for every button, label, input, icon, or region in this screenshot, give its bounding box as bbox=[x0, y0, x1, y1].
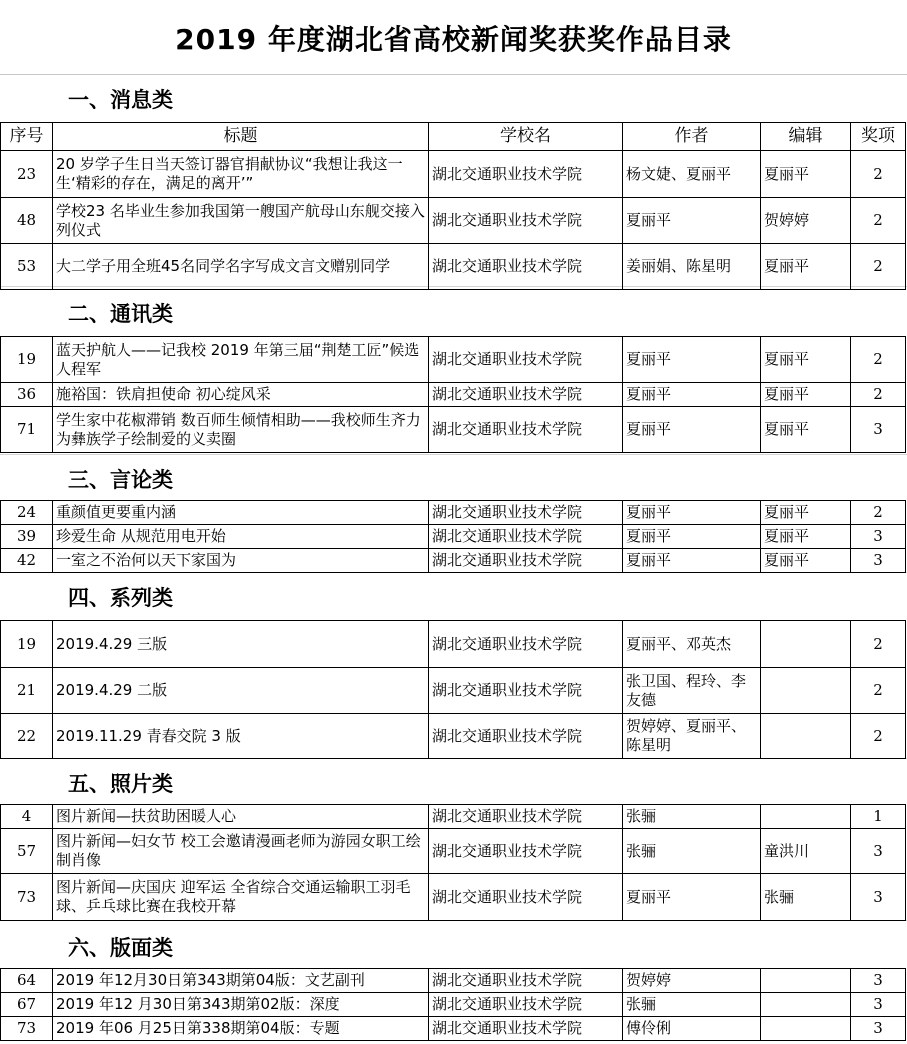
column-header: 序号 bbox=[1, 123, 53, 151]
section-title: 三、言论类 bbox=[68, 468, 173, 492]
award-cell: 2 bbox=[851, 198, 906, 244]
title-cell: 2019.4.29 三版 bbox=[53, 621, 429, 668]
editor-cell: 张骊 bbox=[761, 874, 851, 921]
row-number: 39 bbox=[1, 525, 53, 549]
editor-cell bbox=[761, 668, 851, 714]
column-header: 标题 bbox=[53, 123, 429, 151]
award-table bbox=[0, 122, 906, 290]
table-row bbox=[1, 969, 906, 993]
author-cell: 张卫国、程玲、李友德 bbox=[623, 668, 761, 714]
author-cell: 夏丽平 bbox=[623, 198, 761, 244]
award-cell: 1 bbox=[851, 805, 906, 829]
author-cell: 夏丽平 bbox=[623, 501, 761, 525]
column-header: 学校名 bbox=[429, 123, 623, 151]
title-cell: 2019 年12 月30日第343期第02版：深度 bbox=[53, 993, 429, 1017]
row-number: 19 bbox=[1, 337, 53, 383]
school-cell: 湖北交通职业技术学院 bbox=[429, 829, 623, 874]
title-cell: 蓝天护航人——记我校 2019 年第三届“荆楚工匠”候选人程军 bbox=[53, 337, 429, 383]
award-cell: 3 bbox=[851, 874, 906, 921]
award-cell: 2 bbox=[851, 383, 906, 407]
award-cell: 2 bbox=[851, 151, 906, 198]
row-number: 23 bbox=[1, 151, 53, 198]
award-cell: 3 bbox=[851, 525, 906, 549]
author-cell: 夏丽平 bbox=[623, 874, 761, 921]
editor-cell bbox=[761, 969, 851, 993]
school-cell: 湖北交通职业技术学院 bbox=[429, 501, 623, 525]
table-row bbox=[1, 805, 906, 829]
editor-cell bbox=[761, 805, 851, 829]
section-title: 二、通讯类 bbox=[68, 302, 173, 326]
editor-cell bbox=[761, 993, 851, 1017]
table-row bbox=[1, 244, 906, 290]
award-table bbox=[0, 620, 906, 759]
row-number: 73 bbox=[1, 1017, 53, 1041]
table-row bbox=[1, 549, 906, 573]
author-cell: 夏丽平 bbox=[623, 525, 761, 549]
row-number: 19 bbox=[1, 621, 53, 668]
editor-cell: 夏丽平 bbox=[761, 501, 851, 525]
editor-cell: 贺婷婷 bbox=[761, 198, 851, 244]
section-gridline bbox=[0, 454, 907, 455]
row-number: 24 bbox=[1, 501, 53, 525]
table-row bbox=[1, 668, 906, 714]
title-cell: 学校23 名毕业生参加我国第一艘国产航母山东舰交接入列仪式 bbox=[53, 198, 429, 244]
title-cell: 学生家中花椒滞销 数百师生倾情相助——我校师生齐力为彝族学子绘制爱的义卖圈 bbox=[53, 407, 429, 453]
author-cell: 贺婷婷、夏丽平、陈星明 bbox=[623, 714, 761, 759]
table-row bbox=[1, 829, 906, 874]
column-header: 奖项 bbox=[851, 123, 906, 151]
editor-cell bbox=[761, 621, 851, 668]
table-row bbox=[1, 151, 906, 198]
title-cell: 一室之不治何以天下家国为 bbox=[53, 549, 429, 573]
author-cell: 张骊 bbox=[623, 829, 761, 874]
editor-cell: 夏丽平 bbox=[761, 525, 851, 549]
row-number: 42 bbox=[1, 549, 53, 573]
school-cell: 湖北交通职业技术学院 bbox=[429, 805, 623, 829]
title-cell: 图片新闻—妇女节 校工会邀请漫画老师为游园女职工绘制肖像 bbox=[53, 829, 429, 874]
table-row bbox=[1, 525, 906, 549]
award-cell: 2 bbox=[851, 337, 906, 383]
row-number: 71 bbox=[1, 407, 53, 453]
title-cell: 施裕国：铁肩担使命 初心绽风采 bbox=[53, 383, 429, 407]
editor-cell bbox=[761, 1017, 851, 1041]
title-cell: 珍爱生命 从规范用电开始 bbox=[53, 525, 429, 549]
table-row bbox=[1, 993, 906, 1017]
table-row bbox=[1, 337, 906, 383]
row-number: 67 bbox=[1, 993, 53, 1017]
editor-cell: 夏丽平 bbox=[761, 407, 851, 453]
editor-cell: 夏丽平 bbox=[761, 549, 851, 573]
editor-cell bbox=[761, 714, 851, 759]
award-cell: 3 bbox=[851, 407, 906, 453]
award-cell: 2 bbox=[851, 501, 906, 525]
row-number: 21 bbox=[1, 668, 53, 714]
author-cell: 张骊 bbox=[623, 993, 761, 1017]
school-cell: 湖北交通职业技术学院 bbox=[429, 621, 623, 668]
title-cell: 大二学子用全班45名同学名字写成文言文赠别同学 bbox=[53, 244, 429, 290]
table-row bbox=[1, 714, 906, 759]
author-cell: 杨文婕、夏丽平 bbox=[623, 151, 761, 198]
section-title: 一、消息类 bbox=[68, 88, 173, 112]
title-cell: 重颜值更要重内涵 bbox=[53, 501, 429, 525]
title-cell: 2019.4.29 二版 bbox=[53, 668, 429, 714]
school-cell: 湖北交通职业技术学院 bbox=[429, 993, 623, 1017]
author-cell: 贺婷婷 bbox=[623, 969, 761, 993]
author-cell: 夏丽平 bbox=[623, 549, 761, 573]
award-cell: 3 bbox=[851, 969, 906, 993]
award-cell: 3 bbox=[851, 829, 906, 874]
row-number: 48 bbox=[1, 198, 53, 244]
author-cell: 夏丽平 bbox=[623, 337, 761, 383]
school-cell: 湖北交通职业技术学院 bbox=[429, 1017, 623, 1041]
school-cell: 湖北交通职业技术学院 bbox=[429, 244, 623, 290]
award-table bbox=[0, 500, 906, 573]
table-row bbox=[1, 198, 906, 244]
school-cell: 湖北交通职业技术学院 bbox=[429, 549, 623, 573]
title-cell: 图片新闻—庆国庆 迎军运 全省综合交通运输职工羽毛球、乒乓球比赛在我校开幕 bbox=[53, 874, 429, 921]
row-number: 36 bbox=[1, 383, 53, 407]
award-cell: 3 bbox=[851, 993, 906, 1017]
title-cell: 20 岁学子生日当天签订器官捐献协议“我想让我这一生‘精彩的存在，满足的离开’” bbox=[53, 151, 429, 198]
table-header-row bbox=[1, 123, 906, 151]
school-cell: 湖北交通职业技术学院 bbox=[429, 969, 623, 993]
school-cell: 湖北交通职业技术学院 bbox=[429, 714, 623, 759]
school-cell: 湖北交通职业技术学院 bbox=[429, 151, 623, 198]
school-cell: 湖北交通职业技术学院 bbox=[429, 874, 623, 921]
row-number: 73 bbox=[1, 874, 53, 921]
award-table bbox=[0, 336, 906, 453]
school-cell: 湖北交通职业技术学院 bbox=[429, 198, 623, 244]
table-row bbox=[1, 874, 906, 921]
column-header: 作者 bbox=[623, 123, 761, 151]
school-cell: 湖北交通职业技术学院 bbox=[429, 668, 623, 714]
section-title: 四、系列类 bbox=[68, 586, 173, 610]
editor-cell: 夏丽平 bbox=[761, 337, 851, 383]
author-cell: 夏丽平、邓英杰 bbox=[623, 621, 761, 668]
title-cell: 2019.11.29 青春交院 3 版 bbox=[53, 714, 429, 759]
award-cell: 2 bbox=[851, 668, 906, 714]
section-title: 六、版面类 bbox=[68, 936, 173, 960]
row-number: 53 bbox=[1, 244, 53, 290]
award-table bbox=[0, 804, 906, 921]
section-title: 五、照片类 bbox=[68, 772, 173, 796]
row-number: 57 bbox=[1, 829, 53, 874]
school-cell: 湖北交通职业技术学院 bbox=[429, 337, 623, 383]
award-cell: 3 bbox=[851, 549, 906, 573]
award-cell: 3 bbox=[851, 1017, 906, 1041]
editor-cell: 夏丽平 bbox=[761, 151, 851, 198]
column-header: 编辑 bbox=[761, 123, 851, 151]
author-cell: 夏丽平 bbox=[623, 407, 761, 453]
title-cell: 2019 年12月30日第343期第04版：文艺副刊 bbox=[53, 969, 429, 993]
table-row bbox=[1, 407, 906, 453]
title-cell: 2019 年06 月25日第338期第04版：专题 bbox=[53, 1017, 429, 1041]
title-cell: 图片新闻—扶贫助困暖人心 bbox=[53, 805, 429, 829]
page-title: 2019 年度湖北省高校新闻奖获奖作品目录 bbox=[175, 23, 732, 56]
row-number: 64 bbox=[1, 969, 53, 993]
row-number: 4 bbox=[1, 805, 53, 829]
author-cell: 夏丽平 bbox=[623, 383, 761, 407]
author-cell: 张骊 bbox=[623, 805, 761, 829]
divider bbox=[0, 74, 907, 75]
table-row bbox=[1, 1017, 906, 1041]
award-cell: 2 bbox=[851, 621, 906, 668]
award-table bbox=[0, 968, 906, 1041]
school-cell: 湖北交通职业技术学院 bbox=[429, 383, 623, 407]
author-cell: 傅伶俐 bbox=[623, 1017, 761, 1041]
table-row bbox=[1, 383, 906, 407]
school-cell: 湖北交通职业技术学院 bbox=[429, 525, 623, 549]
school-cell: 湖北交通职业技术学院 bbox=[429, 407, 623, 453]
editor-cell: 夏丽平 bbox=[761, 383, 851, 407]
table-row bbox=[1, 501, 906, 525]
award-cell: 2 bbox=[851, 714, 906, 759]
author-cell: 姜丽娟、陈星明 bbox=[623, 244, 761, 290]
table-row bbox=[1, 621, 906, 668]
row-number: 22 bbox=[1, 714, 53, 759]
editor-cell: 童洪川 bbox=[761, 829, 851, 874]
award-cell: 2 bbox=[851, 244, 906, 290]
editor-cell: 夏丽平 bbox=[761, 244, 851, 290]
